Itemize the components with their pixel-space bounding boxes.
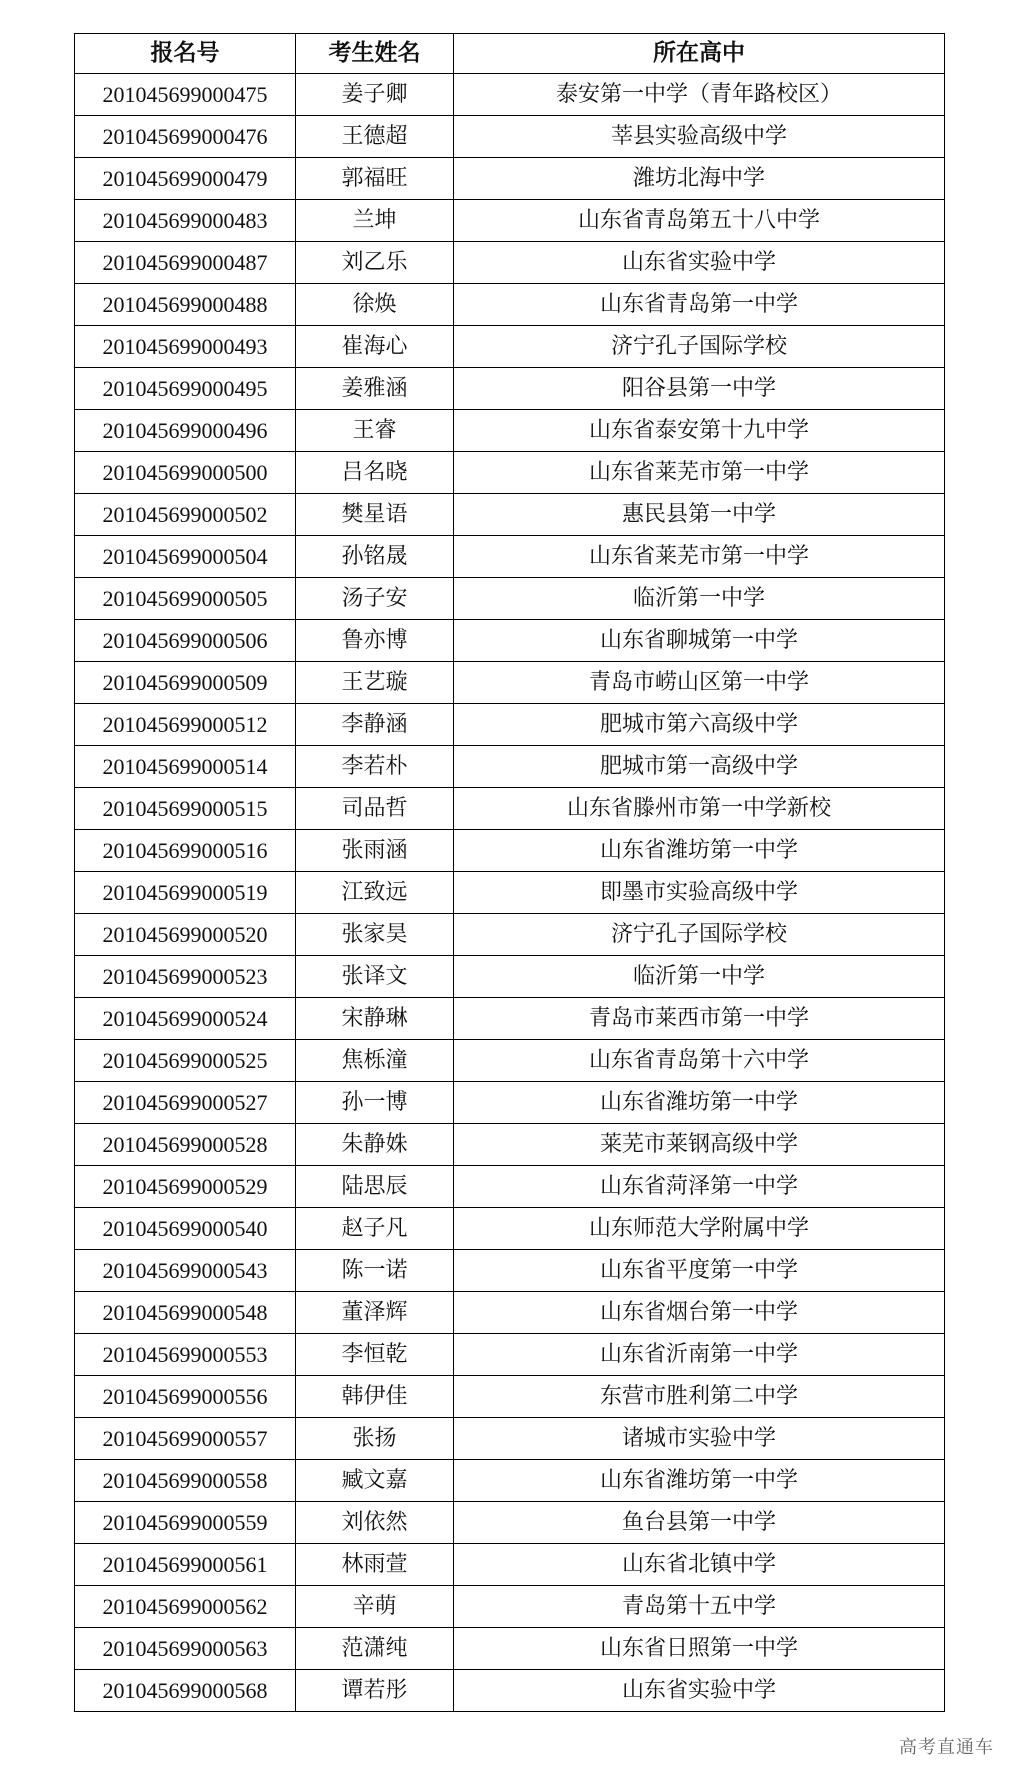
table-row (75, 1628, 945, 1670)
registration-number-cell: 201045699000515 (75, 788, 296, 830)
candidate-name-cell: 李恒乾 (296, 1334, 454, 1376)
registration-number-cell: 201045699000548 (75, 1292, 296, 1334)
registration-number-cell: 201045699000523 (75, 956, 296, 998)
candidate-name-cell: 李静涵 (296, 704, 454, 746)
candidate-name-cell: 郭福旺 (296, 158, 454, 200)
table-row (75, 746, 945, 788)
candidate-name-cell: 韩伊佳 (296, 1376, 454, 1418)
table-row (75, 1082, 945, 1124)
registration-number-cell: 201045699000568 (75, 1670, 296, 1712)
table-row (75, 116, 945, 158)
registration-number-cell: 201045699000519 (75, 872, 296, 914)
registration-number-cell: 201045699000500 (75, 452, 296, 494)
header-high-school: 所在高中 (454, 34, 945, 74)
table-row (75, 1460, 945, 1502)
registration-number-cell: 201045699000562 (75, 1586, 296, 1628)
registration-number-cell: 201045699000496 (75, 410, 296, 452)
registration-number-cell: 201045699000529 (75, 1166, 296, 1208)
table-row (75, 536, 945, 578)
candidate-name-cell: 宋静琳 (296, 998, 454, 1040)
table-row (75, 1208, 945, 1250)
high-school-cell: 阳谷县第一中学 (454, 368, 945, 410)
high-school-cell: 青岛市崂山区第一中学 (454, 662, 945, 704)
high-school-cell: 山东省日照第一中学 (454, 1628, 945, 1670)
candidate-name-cell: 孙一博 (296, 1082, 454, 1124)
candidate-name-cell: 兰坤 (296, 200, 454, 242)
registration-number-cell: 201045699000509 (75, 662, 296, 704)
registration-number-cell: 201045699000525 (75, 1040, 296, 1082)
registration-number-cell: 201045699000514 (75, 746, 296, 788)
candidate-name-cell: 江致远 (296, 872, 454, 914)
registration-number-cell: 201045699000527 (75, 1082, 296, 1124)
candidate-name-cell: 董泽辉 (296, 1292, 454, 1334)
candidate-name-cell: 范潇纯 (296, 1628, 454, 1670)
table-row (75, 872, 945, 914)
registration-number-cell: 201045699000483 (75, 200, 296, 242)
high-school-cell: 济宁孔子国际学校 (454, 326, 945, 368)
candidate-name-cell: 鲁亦博 (296, 620, 454, 662)
candidate-name-cell: 赵子凡 (296, 1208, 454, 1250)
table-row (75, 1292, 945, 1334)
registration-number-cell: 201045699000528 (75, 1124, 296, 1166)
table-row (75, 200, 945, 242)
high-school-cell: 诸城市实验中学 (454, 1418, 945, 1460)
candidate-name-cell: 崔海心 (296, 326, 454, 368)
table-row (75, 1040, 945, 1082)
registration-number-cell: 201045699000479 (75, 158, 296, 200)
candidate-name-cell: 李若朴 (296, 746, 454, 788)
candidate-name-cell: 徐焕 (296, 284, 454, 326)
table-row (75, 494, 945, 536)
table-row (75, 998, 945, 1040)
registration-number-cell: 2010456990004​75 (75, 74, 296, 116)
high-school-cell: 山东省滕州市第一中学新校 (454, 788, 945, 830)
candidate-name-cell: 陈一诺 (296, 1250, 454, 1292)
candidate-name-cell: 姜子卿 (296, 74, 454, 116)
high-school-cell: 临沂第一中学 (454, 956, 945, 998)
high-school-cell: 潍坊北海中学 (454, 158, 945, 200)
candidate-name-cell: 辛萌 (296, 1586, 454, 1628)
table-row (75, 284, 945, 326)
table-row (75, 956, 945, 998)
registration-number-cell: 201045699000476 (75, 116, 296, 158)
table-row (75, 242, 945, 284)
table-row (75, 368, 945, 410)
high-school-cell: 山东省实验中学 (454, 1670, 945, 1712)
registration-number-cell: 201045699000512 (75, 704, 296, 746)
registration-number-cell: 201045699000558 (75, 1460, 296, 1502)
table-row (75, 1376, 945, 1418)
high-school-cell: 山东省潍坊第一中学 (454, 830, 945, 872)
high-school-cell: 山东省菏泽第一中学 (454, 1166, 945, 1208)
high-school-cell: 山东省平度第一中学 (454, 1250, 945, 1292)
candidate-name-cell: 孙铭晟 (296, 536, 454, 578)
candidate-name-cell: 焦栎潼 (296, 1040, 454, 1082)
table-header-row (75, 34, 945, 74)
high-school-cell: 山东省潍坊第一中学 (454, 1460, 945, 1502)
high-school-cell: 即墨市实验高级中学 (454, 872, 945, 914)
registration-number-cell: 201045699000543 (75, 1250, 296, 1292)
table-row (75, 1544, 945, 1586)
candidate-name-cell: 王睿 (296, 410, 454, 452)
high-school-cell: 青岛市莱西市第一中学 (454, 998, 945, 1040)
registration-number-cell: 201045699000502 (75, 494, 296, 536)
candidate-name-cell: 刘乙乐 (296, 242, 454, 284)
registration-number-cell: 201045699000520 (75, 914, 296, 956)
high-school-cell: 青岛第十五中学 (454, 1586, 945, 1628)
high-school-cell: 惠民县第一中学 (454, 494, 945, 536)
candidate-name-cell: 张家昊 (296, 914, 454, 956)
candidate-name-cell: 吕名晓 (296, 452, 454, 494)
registration-number-cell: 201045699000557 (75, 1418, 296, 1460)
high-school-cell: 山东省烟台第一中学 (454, 1292, 945, 1334)
table-row (75, 1250, 945, 1292)
table-row (75, 74, 945, 116)
registration-number-cell: 201045699000524 (75, 998, 296, 1040)
candidate-name-cell: 张扬 (296, 1418, 454, 1460)
registration-number-cell: 201045699000493 (75, 326, 296, 368)
candidate-name-cell: 谭若彤 (296, 1670, 454, 1712)
candidate-name-cell: 汤子安 (296, 578, 454, 620)
registration-number-cell: 201045699000506 (75, 620, 296, 662)
table-row (75, 1166, 945, 1208)
table-row (75, 1418, 945, 1460)
candidate-name-cell: 王艺璇 (296, 662, 454, 704)
high-school-cell: 山东省潍坊第一中学 (454, 1082, 945, 1124)
high-school-cell: 鱼台县第一中学 (454, 1502, 945, 1544)
high-school-cell: 山东师范大学附属中学 (454, 1208, 945, 1250)
high-school-cell: 山东省实验中学 (454, 242, 945, 284)
candidate-name-cell: 樊星语 (296, 494, 454, 536)
high-school-cell: 山东省莱芜市第一中学 (454, 536, 945, 578)
high-school-cell: 山东省青岛第一中学 (454, 284, 945, 326)
high-school-cell: 莘县实验高级中学 (454, 116, 945, 158)
registration-number-cell: 201045699000504 (75, 536, 296, 578)
candidate-name-cell: 姜雅涵 (296, 368, 454, 410)
high-school-cell: 东营市胜利第二中学 (454, 1376, 945, 1418)
table-body (75, 74, 945, 1712)
watermark: 高考直通车 (899, 1737, 994, 1758)
high-school-cell: 山东省青岛第十六中学 (454, 1040, 945, 1082)
high-school-cell: 山东省泰安第十九中学 (454, 410, 945, 452)
high-school-cell: 肥城市第一高级中学 (454, 746, 945, 788)
table-row (75, 410, 945, 452)
registration-number-cell: 201045699000495 (75, 368, 296, 410)
high-school-cell: 临沂第一中学 (454, 578, 945, 620)
table-row (75, 1334, 945, 1376)
candidate-name-cell: 臧文嘉 (296, 1460, 454, 1502)
registration-number-cell: 201045699000561 (75, 1544, 296, 1586)
registration-number-cell: 201045699000563 (75, 1628, 296, 1670)
high-school-cell: 莱芜市莱钢高级中学 (454, 1124, 945, 1166)
high-school-cell: 泰安第一中学（青年路校区） (454, 74, 945, 116)
table-row (75, 704, 945, 746)
table-row (75, 1124, 945, 1166)
high-school-cell: 山东省莱芜市第一中学 (454, 452, 945, 494)
registration-number-cell: 201045699000559 (75, 1502, 296, 1544)
registration-number-cell: 201045699000487 (75, 242, 296, 284)
table-row (75, 1586, 945, 1628)
table-row (75, 1502, 945, 1544)
registration-number-cell: 201045699000556 (75, 1376, 296, 1418)
table-row (75, 158, 945, 200)
registration-number-cell: 201045699000553 (75, 1334, 296, 1376)
header-registration-number: 报名号 (75, 34, 296, 74)
high-school-cell: 山东省沂南第一中学 (454, 1334, 945, 1376)
registration-number-cell: 201045699000540 (75, 1208, 296, 1250)
high-school-cell: 肥城市第六高级中学 (454, 704, 945, 746)
high-school-cell: 济宁孔子国际学校 (454, 914, 945, 956)
table-row (75, 830, 945, 872)
candidate-name-cell: 刘依然 (296, 1502, 454, 1544)
high-school-cell: 山东省北镇中学 (454, 1544, 945, 1586)
candidate-name-cell: 朱静姝 (296, 1124, 454, 1166)
candidate-name-cell: 司品哲 (296, 788, 454, 830)
registration-number-cell: 201045699000488 (75, 284, 296, 326)
candidate-name-cell: 张雨涵 (296, 830, 454, 872)
header-candidate-name: 考生姓名 (296, 34, 454, 74)
table-row (75, 788, 945, 830)
table-row (75, 578, 945, 620)
table-row (75, 620, 945, 662)
high-school-cell: 山东省聊城第一中学 (454, 620, 945, 662)
registration-number-cell: 201045699000505 (75, 578, 296, 620)
table-row (75, 326, 945, 368)
candidate-name-cell: 王德超 (296, 116, 454, 158)
high-school-cell: 山东省青岛第五十八中学 (454, 200, 945, 242)
table-row (75, 662, 945, 704)
table-row (75, 1670, 945, 1712)
registration-number-cell: 201045699000516 (75, 830, 296, 872)
candidate-table (74, 33, 945, 1712)
table-row (75, 914, 945, 956)
candidate-name-cell: 林雨萱 (296, 1544, 454, 1586)
candidate-name-cell: 陆思辰 (296, 1166, 454, 1208)
admission-list (74, 33, 944, 1712)
candidate-name-cell: 张译文 (296, 956, 454, 998)
table-row (75, 452, 945, 494)
